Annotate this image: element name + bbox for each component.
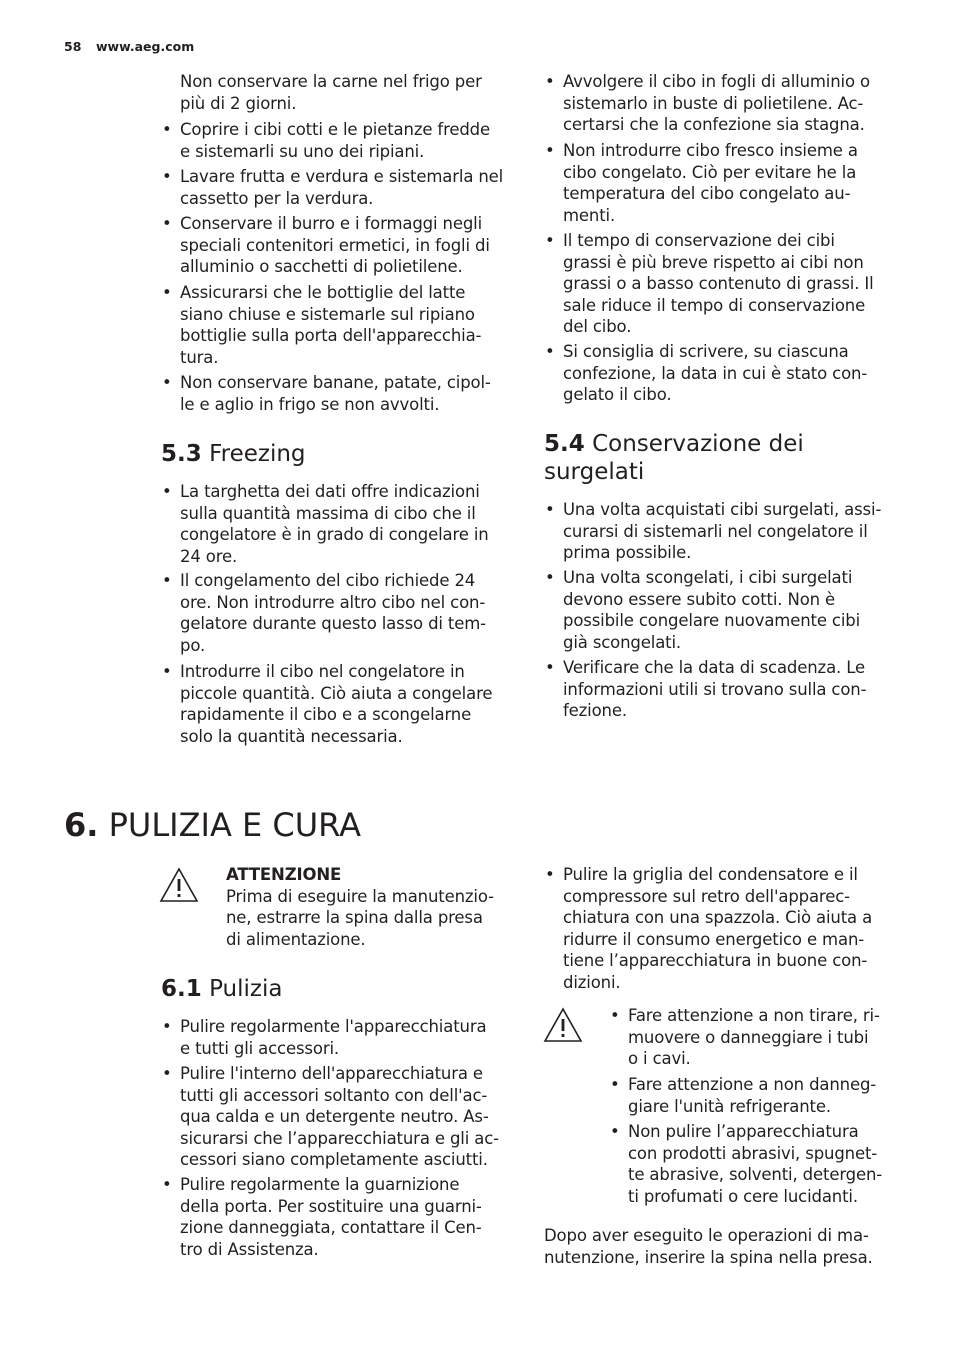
text-line: certarsi che la confezione sia stagna. <box>563 115 865 134</box>
text-line: sistemarlo in buste di polietilene. Ac- <box>563 93 864 113</box>
bullet-icon: • <box>545 72 555 91</box>
text-line: compressore sul retro dell'apparec- <box>563 886 850 906</box>
text-line: alluminio o sacchetti di polietilene. <box>180 257 463 276</box>
text-line: possibile congelare nuovamente cibi <box>563 611 861 630</box>
text-line: bottiglie sulla porta dell'apparecchia- <box>180 326 482 345</box>
text-line: Fare attenzione a non danneg- <box>628 1075 877 1094</box>
text-line: devono essere subito cotti. Non è <box>563 589 836 609</box>
list-item <box>162 570 486 656</box>
section-number: 5.4 <box>544 431 585 457</box>
list-item <box>545 341 868 406</box>
text-line: tura. <box>180 347 219 367</box>
text-line: del cibo. <box>563 317 632 336</box>
text-line: e tutti gli accessori. <box>180 1038 339 1058</box>
header-url: www.aeg.com <box>96 39 195 54</box>
list-item <box>545 499 882 564</box>
text-line: tutti gli accessori soltanto con dell'ac- <box>180 1085 488 1105</box>
text-line: Pulire l'interno dell'apparecchiatura e <box>180 1064 483 1083</box>
text-line: curarsi di sistemarli nel congelatore il <box>563 521 868 541</box>
text-line: ne, estrarre la spina dalla presa <box>226 908 483 927</box>
text-line: sale riduce il tempo di conservazione <box>563 295 866 315</box>
list-item <box>545 657 867 722</box>
bullet-icon: • <box>162 571 172 590</box>
text-line: po. <box>180 635 206 655</box>
text-line: tiene l’apparecchiatura in buone con- <box>563 951 868 970</box>
list-item <box>545 864 873 993</box>
text-line: temperatura del cibo congelato au- <box>563 184 851 203</box>
list-item <box>162 661 493 747</box>
text-line: Il tempo di conservazione dei cibi <box>563 231 835 250</box>
text-line: informazioni utili si trovano sulla con- <box>563 679 867 699</box>
text-line: confezione, la data in cui è stato con- <box>563 363 868 383</box>
list-item <box>162 282 482 368</box>
closing-paragraph <box>544 1225 873 1268</box>
warning-triangle-icon <box>159 867 199 903</box>
text-line: Una volta acquistati cibi surgelati, assi- <box>563 500 882 519</box>
list-item <box>162 1174 482 1260</box>
text-line: piccole quantità. Ciò aiuta a congelare <box>180 683 493 703</box>
bullet-icon: • <box>162 167 172 186</box>
chapter-heading <box>64 806 361 844</box>
text-line: zione danneggiata, contattare il Cen- <box>180 1218 482 1237</box>
section-heading <box>161 975 282 1003</box>
list-item <box>545 567 861 653</box>
text-line: o i cavi. <box>628 1049 691 1068</box>
text-line: gelatore durante questo lasso di tem- <box>180 614 486 633</box>
text-line: e sistemarli su uno dei ripiani. <box>180 141 425 161</box>
text-line: le e aglio in frigo se non avvolti. <box>180 394 440 414</box>
text-line: gelato il cibo. <box>563 385 672 404</box>
text-line: Verificare che la data di scadenza. Le <box>563 658 865 677</box>
list-item <box>610 1005 880 1070</box>
text-line: Non conservare banane, patate, cipol- <box>180 373 491 392</box>
text-line: sulla quantità massima di cibo che il <box>180 503 476 523</box>
text-line: cibo congelato. Ciò per evitare he la <box>563 162 857 182</box>
bullet-icon: • <box>545 658 555 677</box>
text-line: tro di Assistenza. <box>180 1239 319 1259</box>
text-line: con prodotti abrasivi, spugnet- <box>628 1143 878 1163</box>
text-line: cessori siano completamente asciutti. <box>180 1150 488 1169</box>
bullet-icon: • <box>545 568 555 587</box>
bullet-icon: • <box>610 1006 620 1025</box>
text-line: sicurarsi che l’apparecchiatura e gli ac- <box>180 1128 499 1148</box>
section-title: surgelati <box>544 459 645 485</box>
text-line: rapidamente il cibo e a scongelarne <box>180 705 472 724</box>
bullet-icon: • <box>545 231 555 250</box>
page-number: 58 <box>64 39 82 54</box>
continuation-paragraph <box>180 71 482 114</box>
list-item <box>162 119 491 162</box>
list-item <box>162 481 489 567</box>
bullet-icon: • <box>162 1175 172 1194</box>
text-line: della porta. Per sostituire una guarni- <box>180 1196 482 1216</box>
text-line: fezione. <box>563 701 627 720</box>
bullet-icon: • <box>545 342 555 361</box>
bullet-icon: • <box>545 500 555 519</box>
text-line: speciali contenitori ermetici, in fogli di <box>180 235 490 255</box>
text-line: Pulire la griglia del condensatore e il <box>563 865 858 884</box>
text-line: qua calda e un detergente neutro. As- <box>180 1107 489 1126</box>
text-line: Prima di eseguire la manutenzio- <box>226 886 494 906</box>
bullet-icon: • <box>162 1017 172 1036</box>
section-title: Freezing <box>209 441 306 467</box>
text-line: Conservare il burro e i formaggi negli <box>180 214 483 233</box>
section-title: Pulizia <box>209 976 283 1002</box>
bullet-icon: • <box>162 373 172 392</box>
text-line: Dopo aver eseguito le operazioni di ma- <box>544 1226 869 1245</box>
warning-text <box>226 864 494 950</box>
text-line: congelatore è in grado di congelare in <box>180 525 489 544</box>
section-heading <box>544 430 804 486</box>
text-line: grassi è più breve rispetto ai cibi non <box>563 252 864 272</box>
section-title: Conservazione dei <box>592 431 804 457</box>
bullet-icon: • <box>610 1122 620 1141</box>
text-line: Introdurre il cibo nel congelatore in <box>180 662 465 681</box>
text-line: prima possibile. <box>563 543 692 562</box>
text-line: solo la quantità necessaria. <box>180 726 403 746</box>
text-line: Si consiglia di scrivere, su ciascuna <box>563 342 849 361</box>
bullet-icon: • <box>162 1064 172 1083</box>
text-line: di alimentazione. <box>226 929 366 949</box>
text-line: menti. <box>563 205 616 225</box>
section-heading <box>161 440 306 468</box>
section-number: 5.3 <box>161 441 202 467</box>
bullet-icon: • <box>545 865 555 884</box>
text-line: dizioni. <box>563 972 621 992</box>
text-line: più di 2 giorni. <box>180 93 297 113</box>
text-line: già scongelati. <box>563 632 682 652</box>
text-line: cassetto per la verdura. <box>180 188 374 208</box>
text-line: Una volta scongelati, i cibi surgelati <box>563 568 853 587</box>
text-line: chiatura con una spazzola. Ciò aiuta a <box>563 908 873 927</box>
text-line: Non pulire l’apparecchiatura <box>628 1122 859 1141</box>
warning-triangle-icon <box>543 1007 583 1043</box>
section-number: 6.1 <box>161 976 202 1002</box>
text-line: ridurre il consumo energetico e man- <box>563 929 865 949</box>
text-line: te abrasive, solventi, detergen- <box>628 1165 883 1184</box>
list-item <box>162 1016 487 1059</box>
list-item <box>545 71 870 136</box>
list-item <box>610 1074 877 1117</box>
chapter-number: 6. <box>64 806 99 844</box>
text-line: giare l'unità refrigerante. <box>628 1096 831 1116</box>
text-line: Il congelamento del cibo richiede 24 <box>180 571 476 590</box>
list-item <box>545 230 874 338</box>
text-line: Coprire i cibi cotti e le pietanze fredde <box>180 120 491 139</box>
list-item <box>162 166 504 209</box>
text-line: 24 ore. <box>180 546 238 566</box>
text-line: nutenzione, inserire la spina nella presa. <box>544 1247 873 1267</box>
text-line: siano chiuse e sistemarle sul ripiano <box>180 304 475 324</box>
bullet-icon: • <box>162 120 172 139</box>
list-item <box>162 213 490 278</box>
list-item <box>162 372 491 415</box>
text-line: La targhetta dei dati offre indicazioni <box>180 482 480 501</box>
chapter-title: PULIZIA E CURA <box>108 806 361 844</box>
text-line: Avvolgere il cibo in fogli di alluminio o <box>563 72 870 91</box>
list-item <box>545 140 858 226</box>
text-line: Non introdurre cibo fresco insieme a <box>563 141 858 160</box>
text-line: grassi o a basso contenuto di grassi. Il <box>563 274 874 293</box>
text-line: ti profumati o cere lucidanti. <box>628 1186 858 1206</box>
text-line: Pulire regolarmente l'apparecchiatura <box>180 1017 487 1036</box>
warning-title: ATTENZIONE <box>226 865 342 884</box>
text-line: Lavare frutta e verdura e sistemarla nel <box>180 167 504 186</box>
text-line: Pulire regolarmente la guarnizione <box>180 1175 460 1194</box>
text-line: Fare attenzione a non tirare, ri- <box>628 1006 880 1025</box>
bullet-icon: • <box>162 662 172 681</box>
list-item <box>610 1121 883 1207</box>
text-line: muovere o danneggiare i tubi <box>628 1027 869 1047</box>
text-line: Non conservare la carne nel frigo per <box>180 72 482 91</box>
bullet-icon: • <box>162 214 172 233</box>
text-line: Assicurarsi che le bottiglie del latte <box>180 283 466 302</box>
bullet-icon: • <box>162 283 172 302</box>
bullet-icon: • <box>545 141 555 160</box>
text-line: ore. Non introdurre altro cibo nel con- <box>180 592 486 612</box>
bullet-icon: • <box>162 482 172 501</box>
list-item <box>162 1063 499 1171</box>
bullet-icon: • <box>610 1075 620 1094</box>
